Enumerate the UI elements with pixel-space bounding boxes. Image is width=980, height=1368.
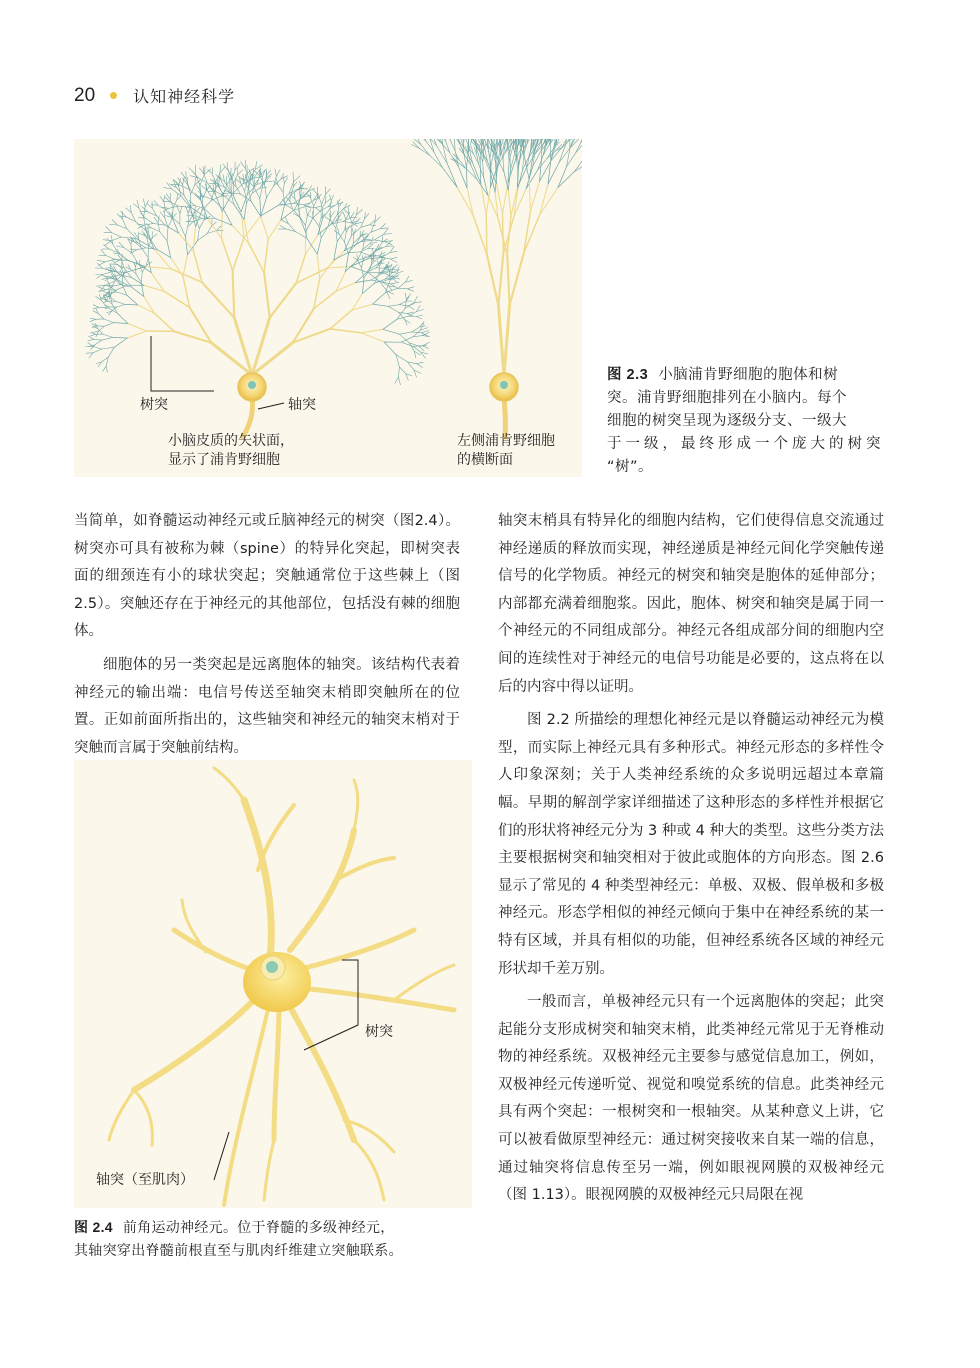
purkinje-cell-drawing: [74, 139, 582, 477]
page-number: 20: [74, 84, 96, 106]
header-dot-icon: [110, 92, 117, 99]
figure-2-4-illustration: [74, 760, 472, 1208]
sagittal-caption-line2: 显示了浦肯野细胞: [168, 452, 280, 468]
caption-line: 前角运动神经元。位于脊髓的多级神经元，: [122, 1220, 395, 1236]
book-title: 认知神经科学: [133, 87, 236, 106]
body-paragraph: 图 2.2 所描绘的理想化神经元是以脊髓运动神经元为模型，而实际上神经元具有多种形式。神经元形态的多样性令人印象深刻；关于人类神经系统的众多说明远超过本章篇幅。早期的解剖学家详细描述了这种形态的多样性并根据它们的形状将神经元分为 3 种或 4 种大的类型。这些分类方法主要根据树突和轴突相对于彼此或胞体的方向形态。图 2.6 显示了常见的 4 种类型神经元：单极、双极、假单极和多极神经元。形态学相似的神经元倾向于集中在神经系统的某一特有区域，并具有相似的功能，但神经系统各区域的神经元形状却千差万别。: [498, 712, 884, 977]
left-text-column: [74, 508, 460, 762]
axon-label: 轴突: [288, 397, 316, 413]
right-text-column: [498, 508, 884, 1210]
motor-neuron-drawing: [74, 760, 472, 1208]
figure-2-3-illustration: [74, 139, 582, 477]
figure-2-3-caption-number: 图 2.3: [607, 367, 649, 383]
sagittal-caption-line1: 小脑皮质的矢状面，: [168, 433, 294, 449]
running-header: [74, 84, 235, 107]
body-paragraph: 当简单，如脊髓运动神经元或丘脑神经元的树突（图2.4）。树突亦可具有被称为棘（spine）的特异化突起，即树突表面的细颈连有小的球状突起；突触通常位于这些棘上（图 2.5）。突触还存在于神经元的其他部位，包括没有棘的细胞体。: [74, 513, 460, 640]
caption-line: “树”。: [607, 459, 654, 475]
caption-line: 其轴突穿出脊髓前根直至与肌肉纤维建立突触联系。: [74, 1243, 403, 1259]
dendrite-label: 树突: [140, 397, 168, 413]
axon-to-muscle-label: 轴突（至肌肉）: [96, 1172, 194, 1188]
caption-line: 小脑浦肯野细胞的胞体和树: [658, 367, 839, 383]
figure-2-3-caption: [607, 364, 897, 479]
caption-line: 细胞的树突呈现为逐级分支、一级大: [607, 413, 847, 429]
figure-2-4-caption: [74, 1216, 474, 1263]
figure-2-4-caption-number: 图 2.4: [74, 1219, 113, 1235]
body-paragraph: 细胞体的另一类突起是远离胞体的轴突。该结构代表着神经元的输出端：电信号传送至轴突末梢即突触所在的位置。正如前面所指出的，这些轴突和神经元的轴突末梢对于突触而言属于突触前结构。: [74, 656, 460, 756]
dendrite-label: 树突: [365, 1024, 393, 1040]
caption-line: 突。浦肯野细胞排列在小脑内。每个: [607, 390, 847, 406]
body-paragraph: 一般而言，单极神经元只有一个远离胞体的突起；此突起能分支形成树突和轴突末梢，此类神经元常见于无脊椎动物的神经系统。双极神经元主要参与感觉信息加工，例如，双极神经元传递听觉、视觉和嗅觉系统的信息。此类神经元具有两个突起：一根树突和一根轴突。从某种意义上讲，它可以被看做原型神经元：通过树突接收来自某一端的信息，通过轴突将信息传至另一端，例如眼视网膜的双极神经元（图 1.13）。眼视网膜的双极神经元只局限在视: [498, 994, 884, 1204]
cross-section-caption-line2: 的横断面: [457, 452, 513, 468]
cross-section-caption-line1: 左侧浦肯野细胞: [457, 433, 555, 449]
body-paragraph: 轴突末梢具有特异化的细胞内结构，它们使得信息交流通过神经递质的释放而实现，神经递质是神经元间化学突触传递信号的化学物质。神经元的树突和轴突是胞体的延伸部分；内部都充满着细胞浆。因此，胞体、树突和轴突是属于同一个神经元的不同组成部分。神经元各组成部分间的细胞内空间的连续性对于神经元的电信号功能是必要的，这点将在以后的内容中得以证明。: [498, 513, 884, 695]
caption-line: 于一级，最终形成一个庞大的树突: [607, 436, 885, 452]
